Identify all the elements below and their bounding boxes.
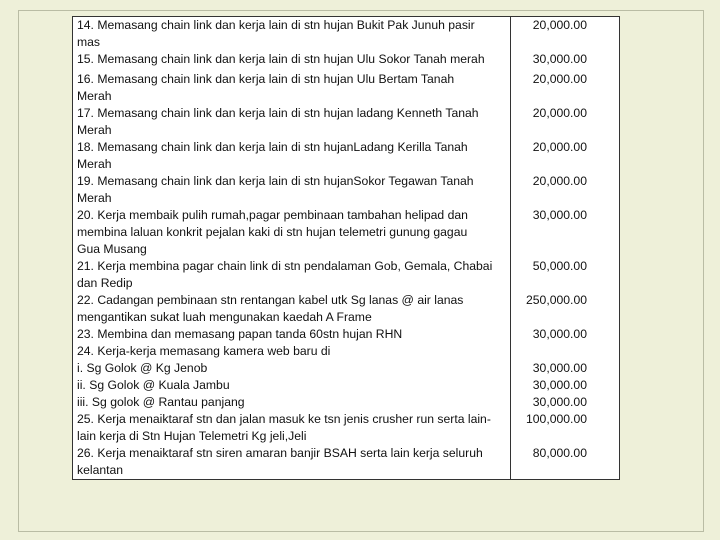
item-amount: 30,000.00: [532, 378, 587, 392]
description-line: mas: [77, 35, 101, 49]
item-description: [73, 360, 510, 377]
item-description: [73, 173, 510, 207]
table-row: [73, 377, 619, 394]
item-amount: 20,000.00: [532, 72, 587, 86]
description-line: iii. Sg golok @ Rantau panjang: [77, 395, 245, 409]
table-row: [73, 51, 619, 68]
table-row: [73, 343, 619, 360]
item-amount: 80,000.00: [532, 446, 587, 460]
description-line: Merah: [77, 157, 112, 171]
item-amount: 30,000.00: [532, 361, 587, 375]
item-description: [73, 445, 510, 479]
table-row: [73, 207, 619, 258]
description-line: 23. Membina dan memasang papan tanda 60stn hujan RHN: [77, 327, 403, 341]
description-line: 20. Kerja membaik pulih rumah,pagar pembinaan tambahan helipad dan: [77, 208, 468, 222]
item-description: [73, 394, 510, 411]
item-amount: 20,000.00: [532, 140, 587, 154]
item-description: [73, 411, 510, 445]
item-amount: 250,000.00: [526, 293, 587, 307]
item-description: [73, 326, 510, 343]
description-line: dan Redip: [77, 276, 133, 290]
description-line: membina laluan konkrit pejalan kaki di stn hujan telemetri gunung gagau: [77, 225, 468, 239]
item-description: [73, 17, 510, 51]
item-amount: 50,000.00: [532, 259, 587, 273]
description-line: Merah: [77, 191, 112, 205]
description-line: 18. Memasang chain link dan kerja lain di stn hujanLadang Kerilla Tanah: [77, 140, 468, 154]
item-description: [73, 258, 510, 292]
description-line: 14. Memasang chain link dan kerja lain di stn hujan Bukit Pak Junuh pasir: [77, 18, 475, 32]
description-line: 16. Memasang chain link dan kerja lain di stn hujan Ulu Bertam Tanah: [77, 72, 455, 86]
description-line: Merah: [77, 123, 112, 137]
item-description: [73, 292, 510, 326]
item-amount: 30,000.00: [532, 52, 587, 66]
item-amount: 30,000.00: [532, 208, 587, 222]
table-row: [73, 292, 619, 326]
description-line: lain kerja di Stn Hujan Telemetri Kg jeli,Jeli: [77, 429, 307, 443]
table-row: [73, 326, 619, 343]
item-amount: 30,000.00: [532, 395, 587, 409]
item-description: [73, 343, 510, 360]
table-row: [73, 411, 619, 445]
item-amount: [510, 343, 619, 360]
item-description: [73, 139, 510, 173]
item-amount: 30,000.00: [532, 327, 587, 341]
table-row: [73, 17, 619, 51]
description-line: kelantan: [77, 463, 124, 477]
item-description: [73, 105, 510, 139]
item-amount: 20,000.00: [532, 106, 587, 120]
description-line: 24. Kerja-kerja memasang kamera web baru di: [77, 344, 331, 358]
description-line: 26. Kerja menaiktaraf stn siren amaran banjir BSAH serta lain kerja seluruh: [77, 446, 483, 460]
table-row: [73, 105, 619, 139]
description-line: 22. Cadangan pembinaan stn rentangan kabel utk Sg lanas @ air lanas: [77, 293, 464, 307]
table-row: [73, 445, 619, 479]
table-row: [73, 173, 619, 207]
item-amount: 20,000.00: [532, 174, 587, 188]
item-amount: 20,000.00: [532, 18, 587, 32]
table-row: [73, 71, 619, 105]
item-description: [73, 377, 510, 394]
table-rows: [73, 17, 619, 479]
description-line: mengantikan sukat luah mengunakan kaedah A Frame: [77, 310, 372, 324]
item-description: [73, 51, 510, 68]
table-row: [73, 394, 619, 411]
item-amount: 100,000.00: [526, 412, 587, 426]
description-line: Merah: [77, 89, 112, 103]
budget-table: [72, 16, 620, 480]
description-line: Gua Musang: [77, 242, 147, 256]
description-line: ii. Sg Golok @ Kuala Jambu: [77, 378, 230, 392]
item-description: [73, 71, 510, 105]
description-line: 25. Kerja menaiktaraf stn dan jalan masuk ke tsn jenis crusher run serta lain-: [77, 412, 491, 426]
table-row: [73, 360, 619, 377]
description-line: i. Sg Golok @ Kg Jenob: [77, 361, 208, 375]
item-description: [73, 207, 510, 258]
table-row: [73, 258, 619, 292]
description-line: 19. Memasang chain link dan kerja lain di stn hujanSokor Tegawan Tanah: [77, 174, 474, 188]
description-line: 17. Memasang chain link dan kerja lain di stn hujan ladang Kenneth Tanah: [77, 106, 479, 120]
table-row: [73, 139, 619, 173]
description-line: 15. Memasang chain link dan kerja lain di stn hujan Ulu Sokor Tanah merah: [77, 52, 485, 66]
description-line: 21. Kerja membina pagar chain link di stn pendalaman Gob, Gemala, Chabai: [77, 259, 493, 273]
